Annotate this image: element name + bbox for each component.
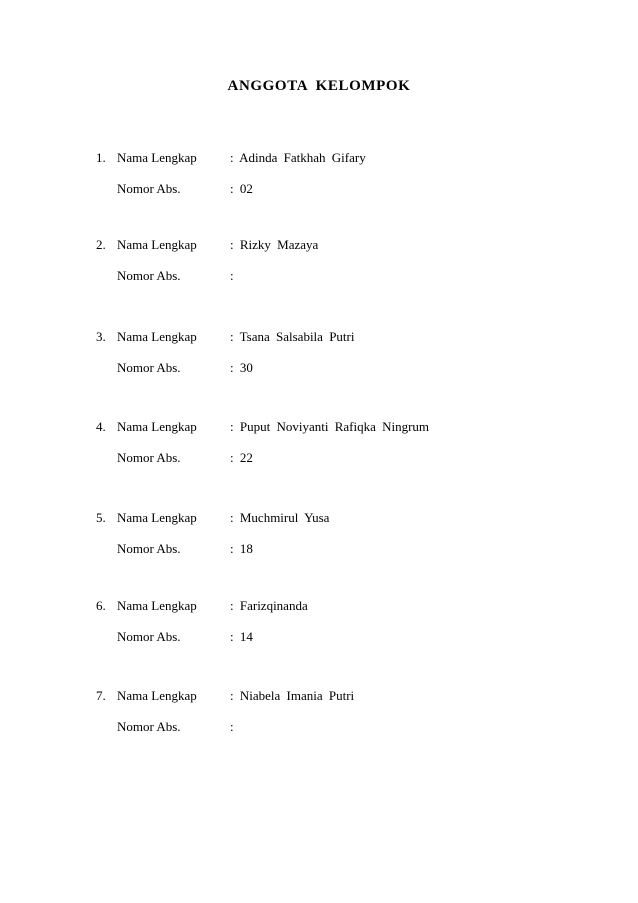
abs-label: Nomor Abs. [117, 181, 181, 196]
member-entry [0, 419, 638, 479]
name-value: : Muchmirul Yusa [230, 510, 330, 525]
name-value: : Farizqinanda [230, 598, 308, 613]
name-value: : Puput Noviyanti Rafiqka Ningrum [230, 419, 430, 434]
member-entry [0, 237, 638, 297]
member-number: 7. [96, 688, 106, 703]
abs-label: Nomor Abs. [117, 268, 181, 283]
abs-label: Nomor Abs. [117, 719, 181, 734]
abs-value: : 30 [230, 360, 253, 375]
member-entry [0, 150, 638, 210]
member-number: 4. [96, 419, 106, 434]
member-entry [0, 688, 638, 748]
name-label: Nama Lengkap [117, 150, 197, 165]
member-number: 2. [96, 237, 106, 252]
name-label: Nama Lengkap [117, 329, 197, 344]
name-label: Nama Lengkap [117, 688, 197, 703]
member-number: 5. [96, 510, 106, 525]
name-label: Nama Lengkap [117, 598, 197, 613]
abs-label: Nomor Abs. [117, 360, 181, 375]
abs-value: : 22 [230, 450, 253, 465]
member-number: 3. [96, 329, 106, 344]
member-entry [0, 510, 638, 570]
abs-label: Nomor Abs. [117, 629, 181, 644]
member-entry [0, 329, 638, 389]
page-title: ANGGOTA KELOMPOK [227, 78, 411, 94]
name-value: : Tsana Salsabila Putri [230, 329, 355, 344]
abs-label: Nomor Abs. [117, 450, 181, 465]
member-entry [0, 598, 638, 658]
name-label: Nama Lengkap [117, 237, 197, 252]
name-value: : Rizky Mazaya [230, 237, 319, 252]
name-label: Nama Lengkap [117, 419, 197, 434]
abs-value: : 18 [230, 541, 253, 556]
abs-value: : 02 [230, 181, 253, 196]
name-value: : Niabela Imania Putri [230, 688, 355, 703]
abs-label: Nomor Abs. [117, 541, 181, 556]
abs-value: : [230, 719, 234, 734]
member-number: 6. [96, 598, 106, 613]
name-label: Nama Lengkap [117, 510, 197, 525]
member-number: 1. [96, 150, 106, 165]
name-value: : Adinda Fatkhah Gifary [230, 150, 366, 165]
abs-value: : 14 [230, 629, 253, 644]
abs-value: : [230, 268, 234, 283]
